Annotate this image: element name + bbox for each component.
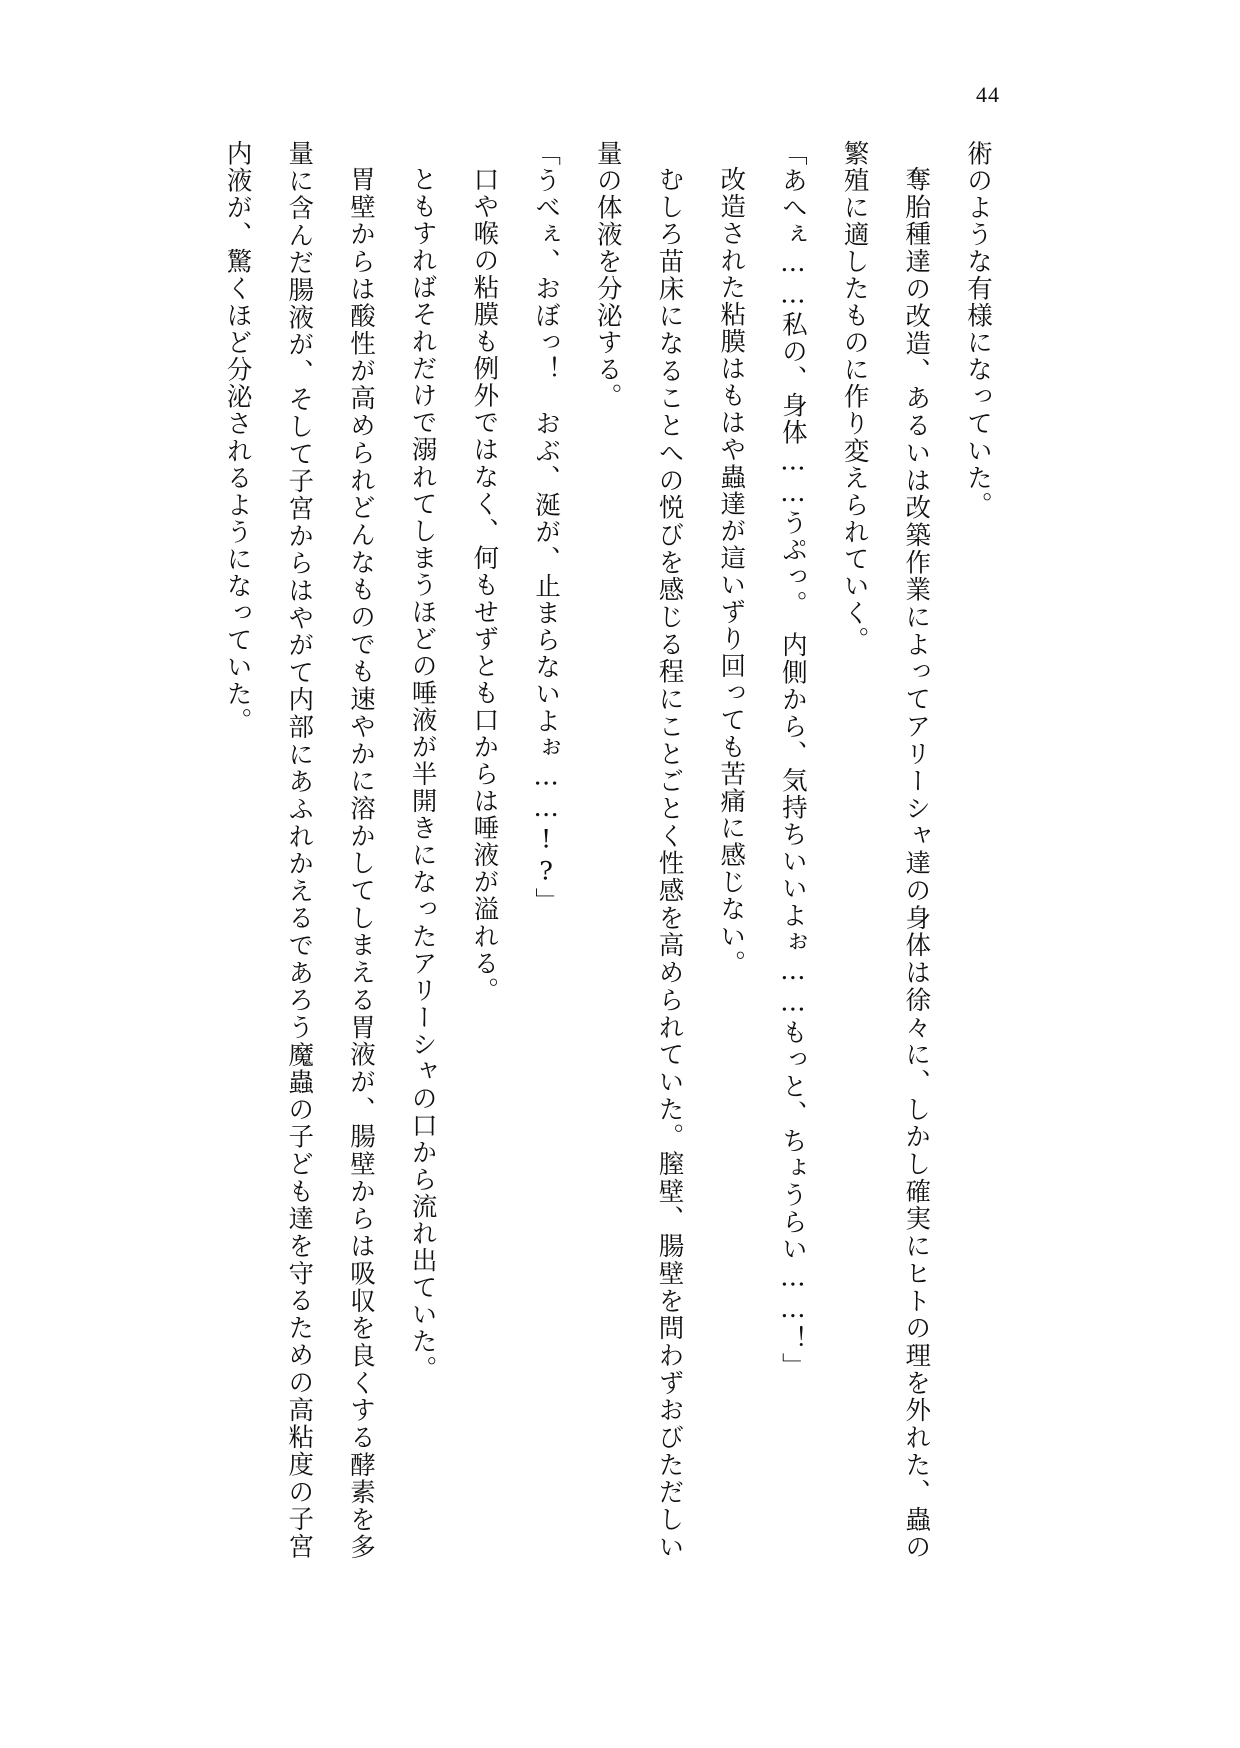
paragraph: ともすればそれだけで溺れてしまうほどの唾液が半開きになったアリーシャの口から流れ出ていた。 [407, 165, 438, 1382]
paragraph: むしろ苗床になることへの悦びを感じる程にことごとく性感を高められていた。膣壁、腸壁を問わずおびただしい量の体液を分泌する。 [592, 140, 685, 1560]
paragraph: 口や喉の粘膜も例外ではなく、何もせずとも口からは唾液が溢れる。 [469, 165, 500, 1004]
page-number: 44 [976, 82, 1000, 107]
paragraph: 奪胎種達の改造、あるいは改築作業によってアリーシャ達の身体は徐々に、しかし確実にヒトの理を外れた、蟲の繁殖に適したものに作り変えられていく。 [839, 140, 932, 1560]
paragraph: 「うべぇ、おぼっ！ おぶ、涎が、止まらないよぉ……!?」 [531, 140, 562, 915]
paragraph: 「あへぇ……私の、身体……うぷっ。 内側から、気持ちいいよぉ……もっと、ちょうらい……！」 [777, 140, 808, 1380]
paragraph: 改造された粘膜はもはや蟲達が這いずり回っても苦痛に感じない。 [716, 165, 747, 977]
page-body-text [224, 140, 1008, 1560]
paragraph: 術のような有様になっていた。 [963, 140, 993, 519]
paragraph: 胃壁からは酸性が高められどんなものでも速やかに溶かしてしまえる胃液が、腸壁からは吸収を良くする酵素を多量に含んだ腸液が、そして子宮からはやがて内部にあふれかえるであろう魔蟲の子ども達を守るための高粘度の子宮内液が、驚くほど分泌されるようになっていた。 [222, 140, 376, 1560]
